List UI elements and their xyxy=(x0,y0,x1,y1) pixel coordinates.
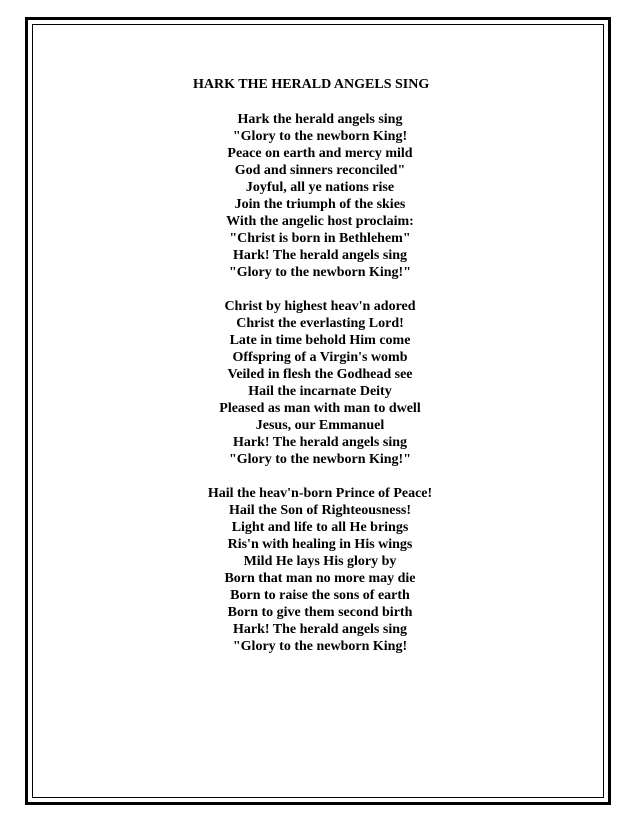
lyric-line: Hark the herald angels sing xyxy=(237,112,403,127)
lyric-line: Light and life to all He brings xyxy=(231,520,409,535)
lyric-line: God and sinners reconciled" xyxy=(234,163,406,178)
song-title: HARK THE HERALD ANGELS SING xyxy=(193,77,430,92)
lyric-line: Mild He lays His glory by xyxy=(243,554,397,569)
lyric-line: With the angelic host proclaim: xyxy=(226,214,414,229)
lyric-line: Ris'n with healing in His wings xyxy=(227,537,413,552)
lyric-line: Hark! The herald angels sing xyxy=(233,435,407,450)
lyric-line: Hail the Son of Righteousness! xyxy=(228,503,412,518)
lyric-line: Hail the heav'n-born Prince of Peace! xyxy=(207,486,433,501)
lyric-line: Hail the incarnate Deity xyxy=(248,384,392,399)
lyric-line: Christ by highest heav'n adored xyxy=(224,299,416,314)
lyric-line: "Glory to the newborn King! xyxy=(232,129,408,144)
stanza-2 xyxy=(200,298,440,468)
lyric-line: Born that man no more may die xyxy=(224,571,416,586)
lyric-line: Late in time behold Him come xyxy=(229,333,411,348)
lyric-line: "Glory to the newborn King!" xyxy=(229,265,411,280)
lyric-line: Hark! The herald angels sing xyxy=(233,248,407,263)
lyric-line: Joyful, all ye nations rise xyxy=(245,180,395,195)
lyric-line: Peace on earth and mercy mild xyxy=(227,146,413,161)
lyric-line: Hark! The herald angels sing xyxy=(233,622,407,637)
lyric-line: Born to give them second birth xyxy=(227,605,413,620)
stanza-3 xyxy=(200,485,440,655)
lyric-line: Join the triumph of the skies xyxy=(234,197,406,212)
lyric-line: Christ the everlasting Lord! xyxy=(236,316,404,331)
lyric-line: Jesus, our Emmanuel xyxy=(255,418,385,433)
stanza-1 xyxy=(200,111,440,281)
lyric-line: "Glory to the newborn King! xyxy=(232,639,408,654)
lyric-line: Born to raise the sons of earth xyxy=(230,588,410,603)
lyric-line: Offspring of a Virgin's womb xyxy=(232,350,408,365)
lyric-line: Pleased as man with man to dwell xyxy=(219,401,421,416)
lyrics xyxy=(200,111,440,672)
lyric-line: "Glory to the newborn King!" xyxy=(229,452,411,467)
lyric-line: Veiled in flesh the Godhead see xyxy=(227,367,413,382)
lyric-line: "Christ is born in Bethlehem" xyxy=(229,231,411,246)
